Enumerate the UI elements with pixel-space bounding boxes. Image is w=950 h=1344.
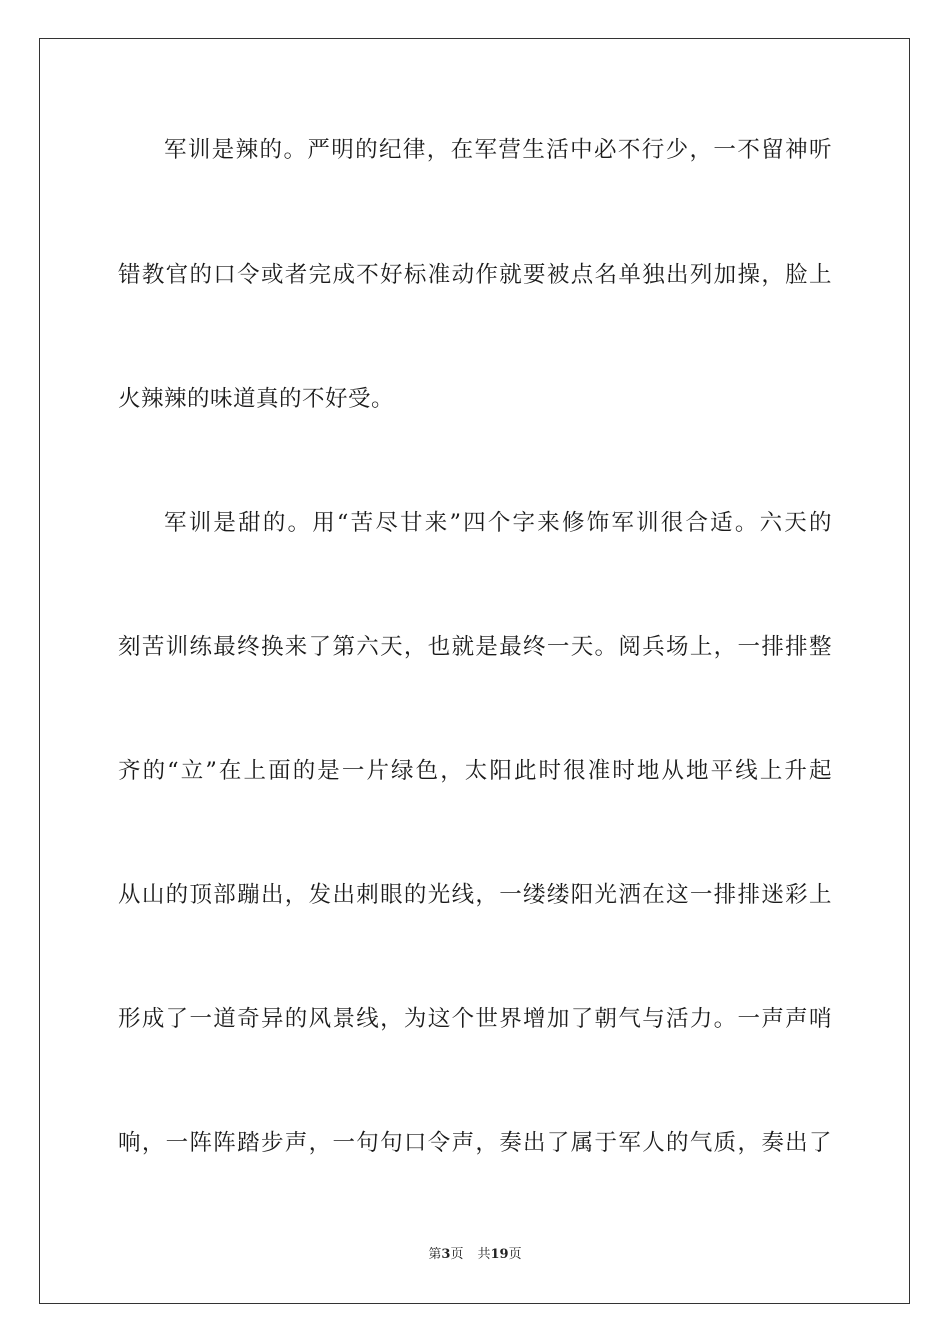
total-label-suffix: 页 xyxy=(508,1247,522,1262)
total-label-prefix: 共 xyxy=(477,1247,491,1262)
total-pages: 19 xyxy=(490,1247,509,1262)
page-footer xyxy=(0,1246,950,1264)
body-text-line: 响，一阵阵踏步声，一句句口令声，奏出了属于军人的气质，奏出了 xyxy=(118,1130,832,1156)
body-text-line: 错教官的口令或者完成不好标准动作就要被点名单独出列加操，脸上 xyxy=(118,262,832,288)
body-text-line: 军训是甜的。用“苦尽甘来”四个字来修饰军训很合适。六天的 xyxy=(164,510,832,536)
page-border xyxy=(39,38,910,1304)
page-label-prefix: 第 xyxy=(428,1247,442,1262)
body-text-line: 火辣辣的味道真的不好受。 xyxy=(118,386,395,412)
body-text-line: 从山的顶部蹦出，发出刺眼的光线，一缕缕阳光洒在这一排排迷彩上 xyxy=(118,882,832,908)
page-number: 3 xyxy=(441,1247,451,1262)
body-text-line: 形成了一道奇异的风景线，为这个世界增加了朝气与活力。一声声哨 xyxy=(118,1006,832,1032)
page-label-suffix: 页 xyxy=(450,1247,464,1262)
body-text-line: 军训是辣的。严明的纪律，在军营生活中必不行少，一不留神听 xyxy=(164,137,832,163)
body-text-line: 刻苦训练最终换来了第六天，也就是最终一天。阅兵场上，一排排整 xyxy=(118,634,832,660)
body-text-line: 齐的“立”在上面的是一片绿色，太阳此时很准时地从地平线上升起 xyxy=(118,758,832,784)
